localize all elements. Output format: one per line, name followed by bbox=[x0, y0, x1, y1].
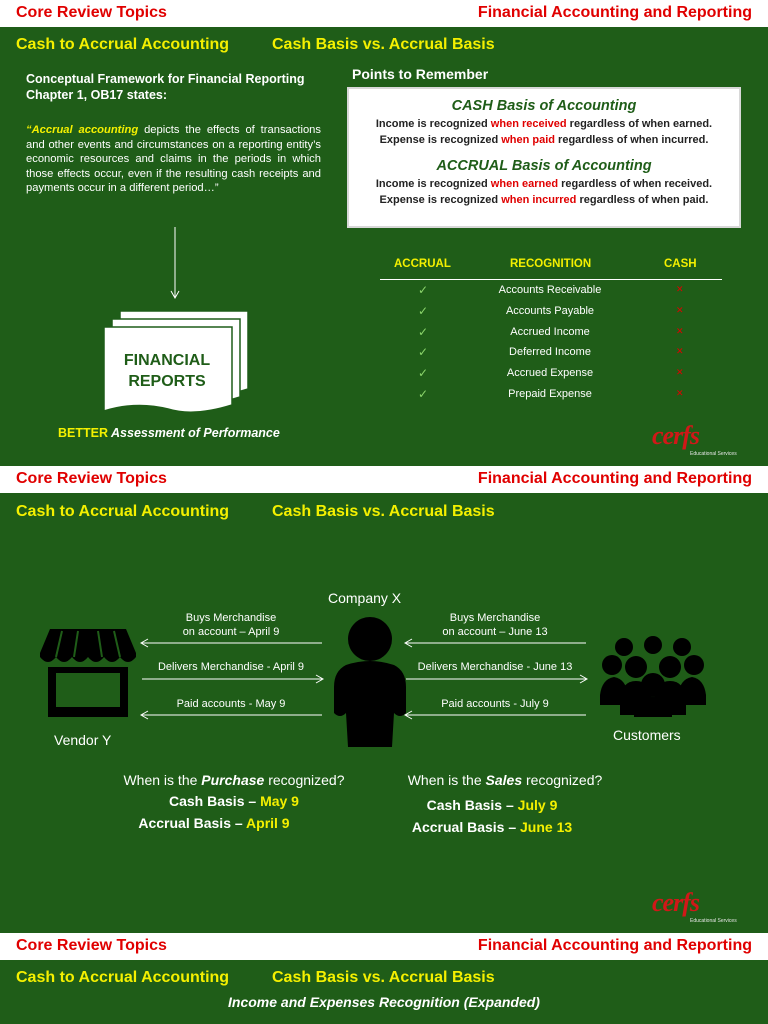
slide-2 bbox=[0, 493, 768, 933]
accrual-heading: ACCRUAL Basis of Accounting bbox=[436, 158, 652, 174]
header-right-title: Financial Accounting and Reporting bbox=[477, 937, 752, 954]
cerfs-logo-sub: Educational Services bbox=[690, 918, 737, 924]
right-arrow1-label bbox=[400, 611, 590, 639]
purchase-accrual-value: April 9 bbox=[246, 815, 290, 831]
header-bar bbox=[0, 0, 768, 27]
check-icon: ✓ bbox=[418, 366, 429, 380]
check-icon: ✓ bbox=[418, 325, 429, 339]
table-row bbox=[380, 387, 722, 408]
reports-label-line1: FINANCIAL bbox=[123, 352, 211, 369]
acc-income-c: regardless of when received. bbox=[558, 178, 713, 190]
table-item: Accrued Expense bbox=[506, 367, 594, 379]
slide3-subtitle: Income and Expenses Recognition (Expanded) bbox=[228, 994, 540, 1010]
accrual-income-line bbox=[349, 178, 739, 190]
purchase-cash-value: May 9 bbox=[260, 793, 299, 809]
cross-icon: ✕ bbox=[676, 305, 684, 315]
right-arrow1-b: on account – June 13 bbox=[442, 626, 548, 638]
cash-expense-c: regardless of when incurred. bbox=[555, 134, 709, 146]
table-item: Prepaid Expense bbox=[508, 388, 592, 400]
header-left-title: Core Review Topics bbox=[16, 470, 167, 487]
header-left-title: Core Review Topics bbox=[16, 4, 167, 21]
vendor-label: Vendor Y bbox=[54, 732, 112, 748]
purchase-question bbox=[104, 772, 364, 788]
framework-title-line1: Conceptual Framework for Financial Reporting bbox=[26, 72, 305, 86]
acc-expense-b: when incurred bbox=[501, 194, 577, 206]
cash-heading: CASH Basis of Accounting bbox=[451, 98, 637, 114]
q-purchase-b: Purchase bbox=[201, 772, 265, 788]
check-icon: ✓ bbox=[418, 345, 429, 359]
left-arrow3-label: Paid accounts - May 9 bbox=[176, 698, 286, 710]
right-arrow2-label: Delivers Merchandise - June 13 bbox=[417, 661, 573, 673]
cross-icon: ✕ bbox=[676, 346, 684, 356]
framework-quote bbox=[26, 123, 321, 196]
subheader-right: Cash Basis vs. Accrual Basis bbox=[272, 36, 495, 53]
table-item: Accounts Payable bbox=[505, 305, 595, 317]
cross-icon: ✕ bbox=[676, 284, 684, 294]
header-bar bbox=[0, 933, 768, 960]
table-row bbox=[380, 345, 722, 366]
q-sales-b: Sales bbox=[485, 772, 523, 788]
table-row bbox=[380, 283, 722, 304]
q-purchase-c: recognized? bbox=[264, 772, 345, 788]
sales-cash-value: July 9 bbox=[517, 797, 558, 813]
col-cash: CASH bbox=[664, 258, 697, 270]
sales-cash-label: Cash Basis – bbox=[426, 797, 518, 813]
table-item: Accrued Income bbox=[510, 326, 590, 338]
cerfs-logo: cerfs bbox=[652, 421, 699, 450]
better-assessment bbox=[58, 426, 280, 440]
header-right-title: Financial Accounting and Reporting bbox=[477, 470, 752, 487]
header-left-title: Core Review Topics bbox=[16, 937, 167, 954]
customers-icon bbox=[600, 635, 706, 717]
customers-label: Customers bbox=[613, 727, 681, 743]
check-icon: ✓ bbox=[418, 387, 429, 401]
purchase-accrual-label: Accrual Basis – bbox=[138, 815, 247, 831]
header-bar bbox=[0, 466, 768, 493]
acc-income-b: when earned bbox=[490, 178, 559, 190]
cash-expense-a: Expense is recognized bbox=[379, 134, 502, 146]
purchase-cash-answer bbox=[104, 793, 364, 809]
check-icon: ✓ bbox=[418, 283, 429, 297]
cross-icon: ✕ bbox=[676, 326, 684, 336]
acc-expense-c: regardless of when paid. bbox=[576, 194, 709, 206]
points-title: Points to Remember bbox=[352, 66, 489, 82]
cash-expense-line bbox=[349, 134, 739, 146]
better-rest: Assessment of Performance bbox=[108, 426, 280, 440]
right-arrow1-a: Buys Merchandise bbox=[449, 612, 541, 624]
q-sales-a: When is the bbox=[407, 772, 486, 788]
col-accrual: ACCRUAL bbox=[394, 258, 451, 270]
table-row bbox=[380, 304, 722, 325]
acc-expense-a: Expense is recognized bbox=[379, 194, 502, 206]
sales-accrual-value: June 13 bbox=[520, 819, 573, 835]
q-sales-c: recognized? bbox=[522, 772, 603, 788]
sales-cash-answer bbox=[362, 797, 622, 813]
left-arrow1-label bbox=[136, 611, 326, 639]
framework-title-line2: Chapter 1, OB17 states: bbox=[26, 88, 168, 102]
reports-label-line2: REPORTS bbox=[128, 373, 206, 390]
cash-income-b: when received bbox=[490, 118, 567, 130]
cash-income-a: Income is recognized bbox=[375, 118, 491, 130]
cerfs-logo-sub: Educational Services bbox=[690, 451, 737, 457]
sales-question bbox=[370, 772, 640, 788]
purchase-cash-label: Cash Basis – bbox=[169, 793, 261, 809]
left-arrow1-b: on account – April 9 bbox=[182, 626, 280, 638]
framework-title bbox=[26, 71, 326, 103]
subheader-left: Cash to Accrual Accounting bbox=[16, 36, 230, 53]
cash-income-line bbox=[349, 118, 739, 130]
store-icon bbox=[40, 627, 136, 717]
accrual-expense-line bbox=[349, 194, 739, 206]
q-purchase-a: When is the bbox=[123, 772, 202, 788]
financial-reports-label bbox=[104, 350, 230, 392]
person-icon bbox=[330, 617, 410, 749]
subheader-right: Cash Basis vs. Accrual Basis bbox=[272, 503, 495, 520]
subheader-left: Cash to Accrual Accounting bbox=[16, 503, 230, 520]
cross-icon: ✕ bbox=[676, 388, 684, 398]
table-divider bbox=[380, 279, 722, 280]
table-item: Deferred Income bbox=[509, 346, 591, 358]
cross-icon: ✕ bbox=[676, 367, 684, 377]
purchase-accrual-answer bbox=[84, 815, 344, 831]
slide-1 bbox=[0, 27, 768, 466]
table-item: Accounts Receivable bbox=[498, 284, 602, 296]
cash-expense-b: when paid bbox=[501, 134, 555, 146]
quote-rest: depicts the effects of transactions and other events and circumstances on a reporting entity’s economic resources and claims in the periods in which those effects occur, even if the resulting cash receipts and payments occur in a different period…” bbox=[26, 124, 321, 194]
left-arrow1-a: Buys Merchandise bbox=[185, 612, 277, 624]
header-right-title: Financial Accounting and Reporting bbox=[477, 4, 752, 21]
acc-income-a: Income is recognized bbox=[375, 178, 491, 190]
subheader-left: Cash to Accrual Accounting bbox=[16, 969, 230, 986]
cerfs-logo: cerfs bbox=[652, 888, 699, 917]
col-recognition: RECOGNITION bbox=[510, 258, 592, 270]
company-label: Company X bbox=[328, 590, 402, 606]
better-word: BETTER bbox=[58, 426, 108, 440]
subheader-right: Cash Basis vs. Accrual Basis bbox=[272, 969, 495, 986]
slide-3 bbox=[0, 960, 768, 1024]
right-arrow3-label: Paid accounts - July 9 bbox=[441, 698, 549, 710]
quote-highlight: “Accrual accounting bbox=[26, 124, 139, 136]
sales-accrual-answer bbox=[362, 819, 622, 835]
cash-income-c: regardless of when earned. bbox=[566, 118, 713, 130]
points-box bbox=[347, 87, 741, 228]
sales-accrual-label: Accrual Basis – bbox=[411, 819, 521, 835]
left-arrow2-label: Delivers Merchandise - April 9 bbox=[157, 661, 305, 673]
table-row bbox=[380, 366, 722, 387]
check-icon: ✓ bbox=[418, 304, 429, 318]
table-row bbox=[380, 325, 722, 346]
down-arrow-icon bbox=[168, 227, 182, 303]
